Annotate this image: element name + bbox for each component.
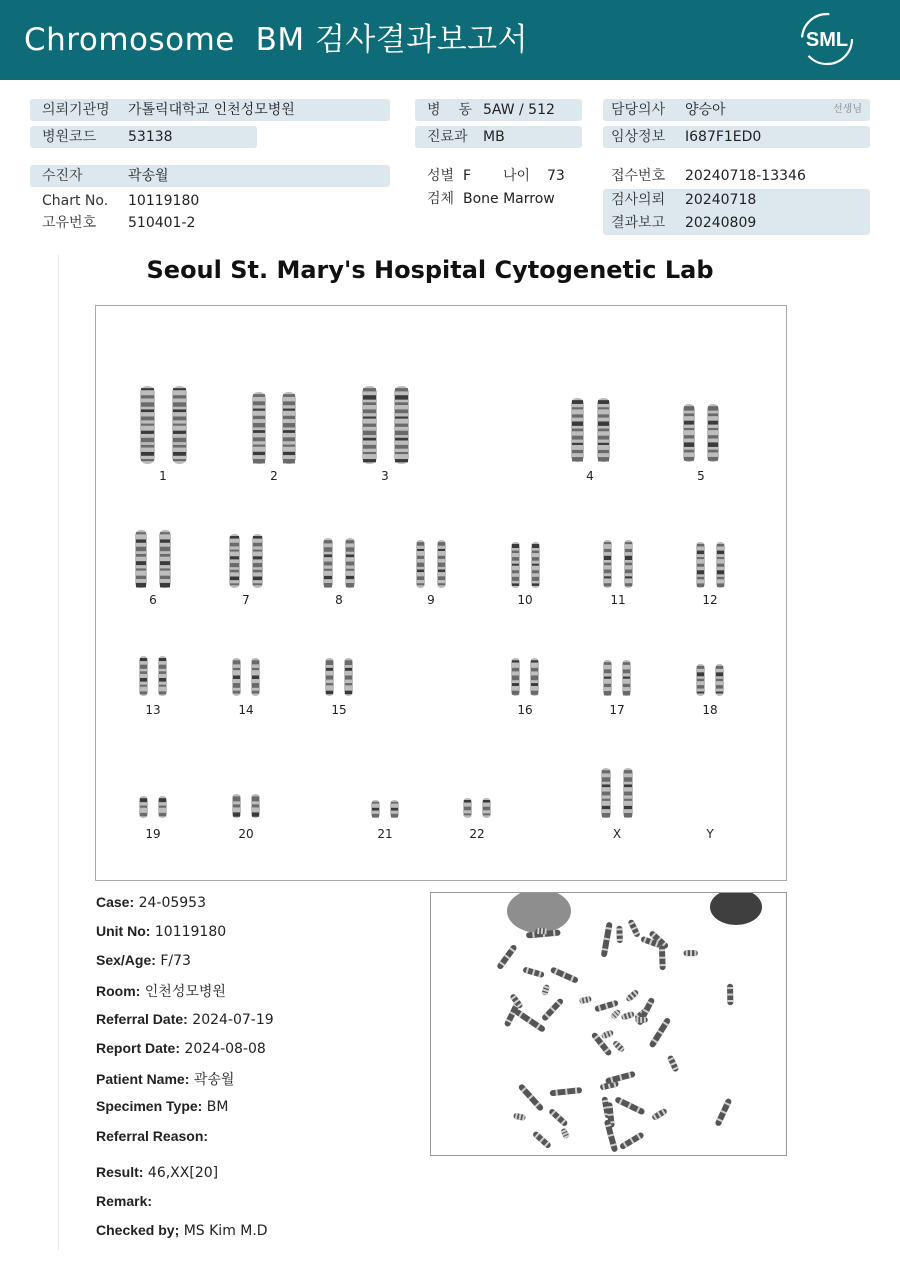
chromosome-pair-13 (133, 654, 173, 698)
field-hospital-code: 병원코드 53138 (30, 126, 257, 148)
chromosome-label-22: 22 (469, 827, 485, 841)
chromosome-pair-3 (356, 384, 415, 466)
chromosome-label-X: X (612, 827, 622, 841)
chromosome-pair-22 (457, 796, 497, 820)
chromosome-label-21: 21 (377, 827, 393, 841)
chromosome-label-15: 15 (331, 703, 347, 717)
case-row-report-date: Report Date: 2024-08-08 (96, 1040, 266, 1057)
chromosome-label-2: 2 (270, 469, 278, 483)
chromosome-label-13: 13 (145, 703, 161, 717)
chromosome-pair-19 (133, 794, 173, 820)
report-header (0, 0, 900, 80)
chromosome-pair-15 (319, 656, 359, 698)
chromosome-label-11: 11 (610, 593, 626, 607)
chromosome-label-9: 9 (427, 593, 435, 607)
left-margin-line (58, 255, 59, 1250)
chromosome-label-16: 16 (517, 703, 533, 717)
chromosome-pair-10 (505, 540, 546, 590)
chromosome-pair-1 (134, 384, 193, 466)
chromosome-label-4: 4 (586, 469, 594, 483)
case-row-sex-age: Sex/Age: F/73 (96, 952, 191, 969)
chromosome-label-18: 18 (702, 703, 718, 717)
chromosome-pair-11 (597, 538, 639, 590)
case-row-remark: Remark: (96, 1193, 153, 1209)
case-row-result: Result: 46,XX[20] (96, 1164, 219, 1181)
chromosome-label-Y: Y (706, 827, 714, 841)
case-row-room: Room: 인천성모병원 (96, 983, 226, 1000)
metaphase-spread-svg (431, 893, 787, 1156)
chromosome-pair-5 (677, 402, 725, 464)
chromosome-label-12: 12 (702, 593, 718, 607)
chromosome-label-19: 19 (145, 827, 161, 841)
chromosome-label-14: 14 (238, 703, 254, 717)
chromosome-label-5: 5 (697, 469, 705, 483)
case-row-referral-reason: Referral Reason: (96, 1128, 209, 1144)
lab-title: Seoul St. Mary's Hospital Cytogenetic Lab (146, 256, 714, 284)
chromosome-pair-14 (226, 656, 266, 698)
field-receipt-no: 접수번호 20240718-13346 (611, 168, 806, 184)
chromosome-pair-21 (365, 798, 405, 820)
case-row-checked-by: Checked by; MS Kim M.D (96, 1222, 268, 1239)
chromosome-pair-12 (690, 540, 731, 590)
field-specimen: 검체 Bone Marrow (427, 191, 555, 207)
chromosome-label-17: 17 (609, 703, 625, 717)
chromosome-pair-6 (129, 528, 177, 590)
field-chart-no: Chart No. 10119180 (42, 193, 200, 209)
chromosome-label-3: 3 (381, 469, 389, 483)
chromosome-label-1: 1 (159, 469, 167, 483)
field-institution: 의뢰기관명 가톨릭대학교 인천성모병원 (30, 99, 390, 121)
case-row-unit-no: Unit No: 10119180 (96, 923, 227, 940)
chromosome-pair-9 (410, 538, 452, 590)
field-request-report: 검사의뢰 20240718 결과보고 20240809 (603, 189, 870, 235)
chromosome-pair-8 (317, 536, 361, 590)
case-row-case: Case: 24-05953 (96, 894, 206, 911)
field-clinical-info: 임상정보 I687F1ED0 (603, 126, 870, 148)
chromosome-pair-20 (226, 792, 266, 820)
report-title: Chromosome BM 검사결과보고서 (24, 22, 529, 58)
field-department: 진료과 MB (415, 126, 582, 148)
chromosome-label-7: 7 (242, 593, 250, 607)
chromosome-pair-7 (223, 532, 269, 590)
field-unique-no: 고유번호 510401-2 (42, 215, 196, 231)
case-row-specimen-type: Specimen Type: BM (96, 1098, 229, 1115)
case-row-referral-date: Referral Date: 2024-07-19 (96, 1011, 274, 1028)
chromosome-pair-2 (246, 390, 302, 466)
svg-text:SML: SML (805, 29, 849, 51)
field-doctor: 담당의사 양승아 선생님 (603, 99, 870, 121)
chromosome-label-8: 8 (335, 593, 343, 607)
chromosome-label-6: 6 (149, 593, 157, 607)
field-patient: 수진자 곽송월 (30, 165, 390, 187)
field-ward: 병 동 5AW / 512 (415, 99, 582, 121)
sml-logo (798, 10, 856, 68)
chromosome-pair-4 (565, 396, 616, 464)
chromosome-label-10: 10 (517, 593, 533, 607)
chromosome-pair-17 (597, 658, 637, 698)
chromosome-pair-X (595, 766, 639, 820)
chromosome-pair-16 (505, 656, 545, 698)
karyogram (95, 305, 787, 881)
field-sex-age: 성별 F 나이 73 (427, 168, 565, 184)
case-row-patient-name: Patient Name: 곽송월 (96, 1071, 235, 1088)
chromosome-label-20: 20 (238, 827, 254, 841)
metaphase-spread-image (430, 892, 787, 1156)
chromosome-pair-18 (690, 662, 730, 698)
